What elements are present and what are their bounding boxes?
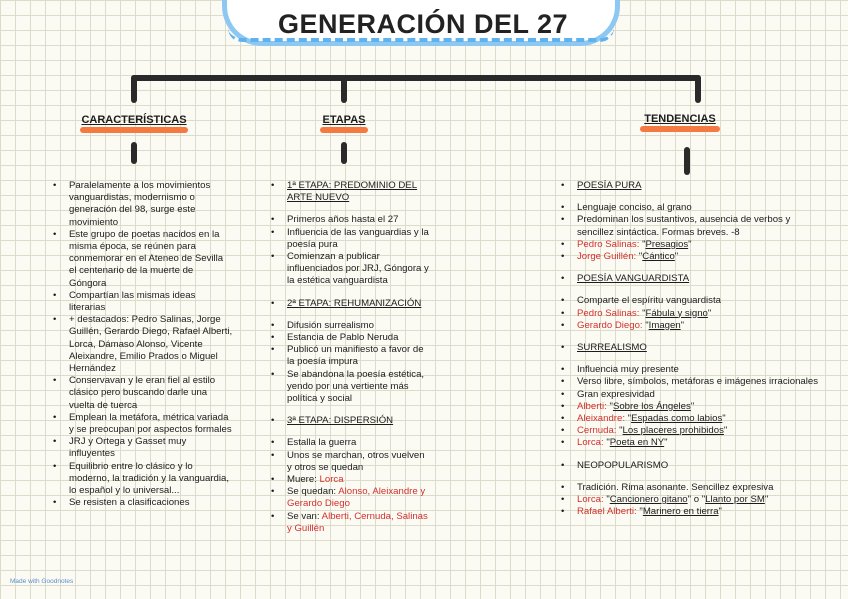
list-item: • Influencia de las vanguardias y la poesía pura bbox=[271, 227, 431, 251]
list-item: • Difusión surrealismo bbox=[271, 320, 431, 332]
list-item: • Cernuda: "Los placeres prohibidos" bbox=[561, 425, 821, 437]
list-item: • Jorge Guillén: "Cántico" bbox=[561, 251, 821, 263]
stage-1-list bbox=[271, 214, 431, 287]
connector-caracteristicas bbox=[131, 75, 137, 103]
connector-down-caracteristicas bbox=[131, 142, 137, 164]
list-item: • Gran expresividad bbox=[561, 389, 821, 401]
connector-horizontal bbox=[131, 75, 701, 81]
list-item: • Lorca: "Cancionero gitano" o "Llanto por SM" bbox=[561, 494, 821, 506]
tendencia-pura-list bbox=[561, 202, 821, 263]
stage-3-title: • 3ª ETAPA: DISPERSIÓN bbox=[287, 415, 431, 427]
list-item: • Unos se marchan, otros vuelven y otros se quedan bbox=[271, 450, 431, 474]
list-item: • Comienzan a publicar influenciados por JRJ, Góngora y la estética vanguardista bbox=[271, 251, 431, 288]
list-item: • Se van: Alberti, Cernuda, Salinas y Guillén bbox=[271, 511, 431, 535]
list-item: • Se quedan: Alonso, Aleixandre y Gerardo Diego bbox=[271, 486, 431, 510]
list-item: • Lorca: "Poeta en NY" bbox=[561, 437, 821, 449]
list-item: • Gerardo Diego: "Imagen" bbox=[561, 320, 821, 332]
list-item: • Aleixandre: "Espadas como labios" bbox=[561, 413, 821, 425]
tendencia-pura-title: • POESÍA PURA bbox=[577, 180, 821, 192]
list-item: • Influencia muy presente bbox=[561, 364, 821, 376]
connector-down-tendencias bbox=[684, 147, 690, 175]
connector-tendencias bbox=[695, 75, 701, 103]
heading-caracteristicas: CARACTERÍSTICAS bbox=[81, 114, 187, 126]
list-item: • Estalla la guerra bbox=[271, 437, 431, 449]
heading-highlight bbox=[640, 126, 720, 132]
tendencia-neopopularismo-list bbox=[561, 482, 821, 519]
stage-2-title: • 2ª ETAPA: REHUMANIZACIÓN bbox=[287, 298, 431, 310]
connector-etapas bbox=[341, 75, 347, 103]
tendencia-surrealismo-list bbox=[561, 364, 821, 449]
list-item: • + destacados: Pedro Salinas, Jorge Guillén, Gerardo Diego, Rafael Alberti, Lorca, Dámaso Alonso, Vicente Aleixandre, Emilio Prados o Miguel Hernández bbox=[53, 314, 233, 375]
tendencia-vanguardista-list bbox=[561, 295, 821, 332]
caracteristicas-list bbox=[53, 180, 233, 509]
list-item: • Lenguaje conciso, al grano bbox=[561, 202, 821, 214]
list-item: • Verso libre, símbolos, metáforas e imágenes irracionales bbox=[561, 376, 821, 388]
list-item: • Primeros años hasta el 27 bbox=[271, 214, 431, 226]
list-item: • Conservavan y le eran fiel al estilo clásico pero buscando darle una vuelta de tuerca bbox=[53, 375, 233, 412]
tendencia-vanguardista-title: • POESÍA VANGUARDISTA bbox=[577, 273, 821, 285]
tendencia-surrealismo-title: • SURREALISMO bbox=[577, 342, 821, 354]
caracteristicas-column bbox=[53, 180, 233, 509]
tendencia-neopopularismo-heading bbox=[561, 460, 821, 472]
stage-2-list bbox=[271, 320, 431, 405]
stage-1-title: • 1ª ETAPA: PREDOMINIO DEL ARTE NUEVO bbox=[287, 180, 431, 204]
list-item: • Equilibrio entre lo clásico y lo moderno, la tradición y la vanguardia, lo español y lo universal... bbox=[53, 461, 233, 498]
list-item: • Predominan los sustantivos, ausencia de verbos y sencillez sintáctica. Formas breves. -8 bbox=[561, 214, 821, 238]
list-item: • Compartían las mismas ideas literarias bbox=[53, 290, 233, 314]
list-item: • Comparte el espíritu vanguardista bbox=[561, 295, 821, 307]
list-item: • Tradición. Rima asonante. Sencillez expresiva bbox=[561, 482, 821, 494]
list-item: • Pedro Salinas: "Fábula y signo" bbox=[561, 308, 821, 320]
list-item: • Muere: Lorca bbox=[271, 474, 431, 486]
list-item: • Pedro Salinas: "Presagios" bbox=[561, 239, 821, 251]
heading-tendencias: TENDENCIAS bbox=[644, 113, 716, 125]
connector-down-etapas bbox=[341, 142, 347, 164]
list-item: • Se abandona la poesía estética, yendo por una vertiente más política y social bbox=[271, 369, 431, 406]
list-item: • Rafael Alberti: "Marinero en tierra" bbox=[561, 506, 821, 518]
page-title: GENERACIÓN DEL 27 bbox=[277, 9, 569, 39]
list-item: • Emplean la metáfora, métrica variada y se preocupan por aspectos formales bbox=[53, 412, 233, 436]
list-item: • Publicó un manifiesto a favor de la poesía impura bbox=[271, 344, 431, 368]
heading-highlight bbox=[80, 127, 188, 133]
list-item: • Se resisten a clasificaciones bbox=[53, 497, 233, 509]
heading-etapas: ETAPAS bbox=[322, 114, 366, 126]
list-item: • JRJ y Ortega y Gasset muy influyentes bbox=[53, 436, 233, 460]
goodnotes-watermark: Made with Goodnotes bbox=[10, 578, 74, 585]
list-item: • Este grupo de poetas nacidos en la misma época, se reúnen para conmemorar en el Ateneo de Sevilla el centenario de la muerte de Góngora bbox=[53, 229, 233, 290]
tendencias-column bbox=[561, 180, 821, 518]
list-item: • Alberti: "Sobre los Ángeles" bbox=[561, 401, 821, 413]
list-item: • Paralelamente a los movimientos vanguardistas, modernismo o generación del 98, surge este movimiento bbox=[53, 180, 233, 229]
heading-highlight bbox=[320, 127, 368, 133]
etapas-column bbox=[271, 180, 431, 535]
list-item: • Estancia de Pablo Neruda bbox=[271, 332, 431, 344]
list-item: • NEOPOPULARISMO bbox=[561, 460, 821, 472]
stage-3-list bbox=[271, 437, 431, 535]
